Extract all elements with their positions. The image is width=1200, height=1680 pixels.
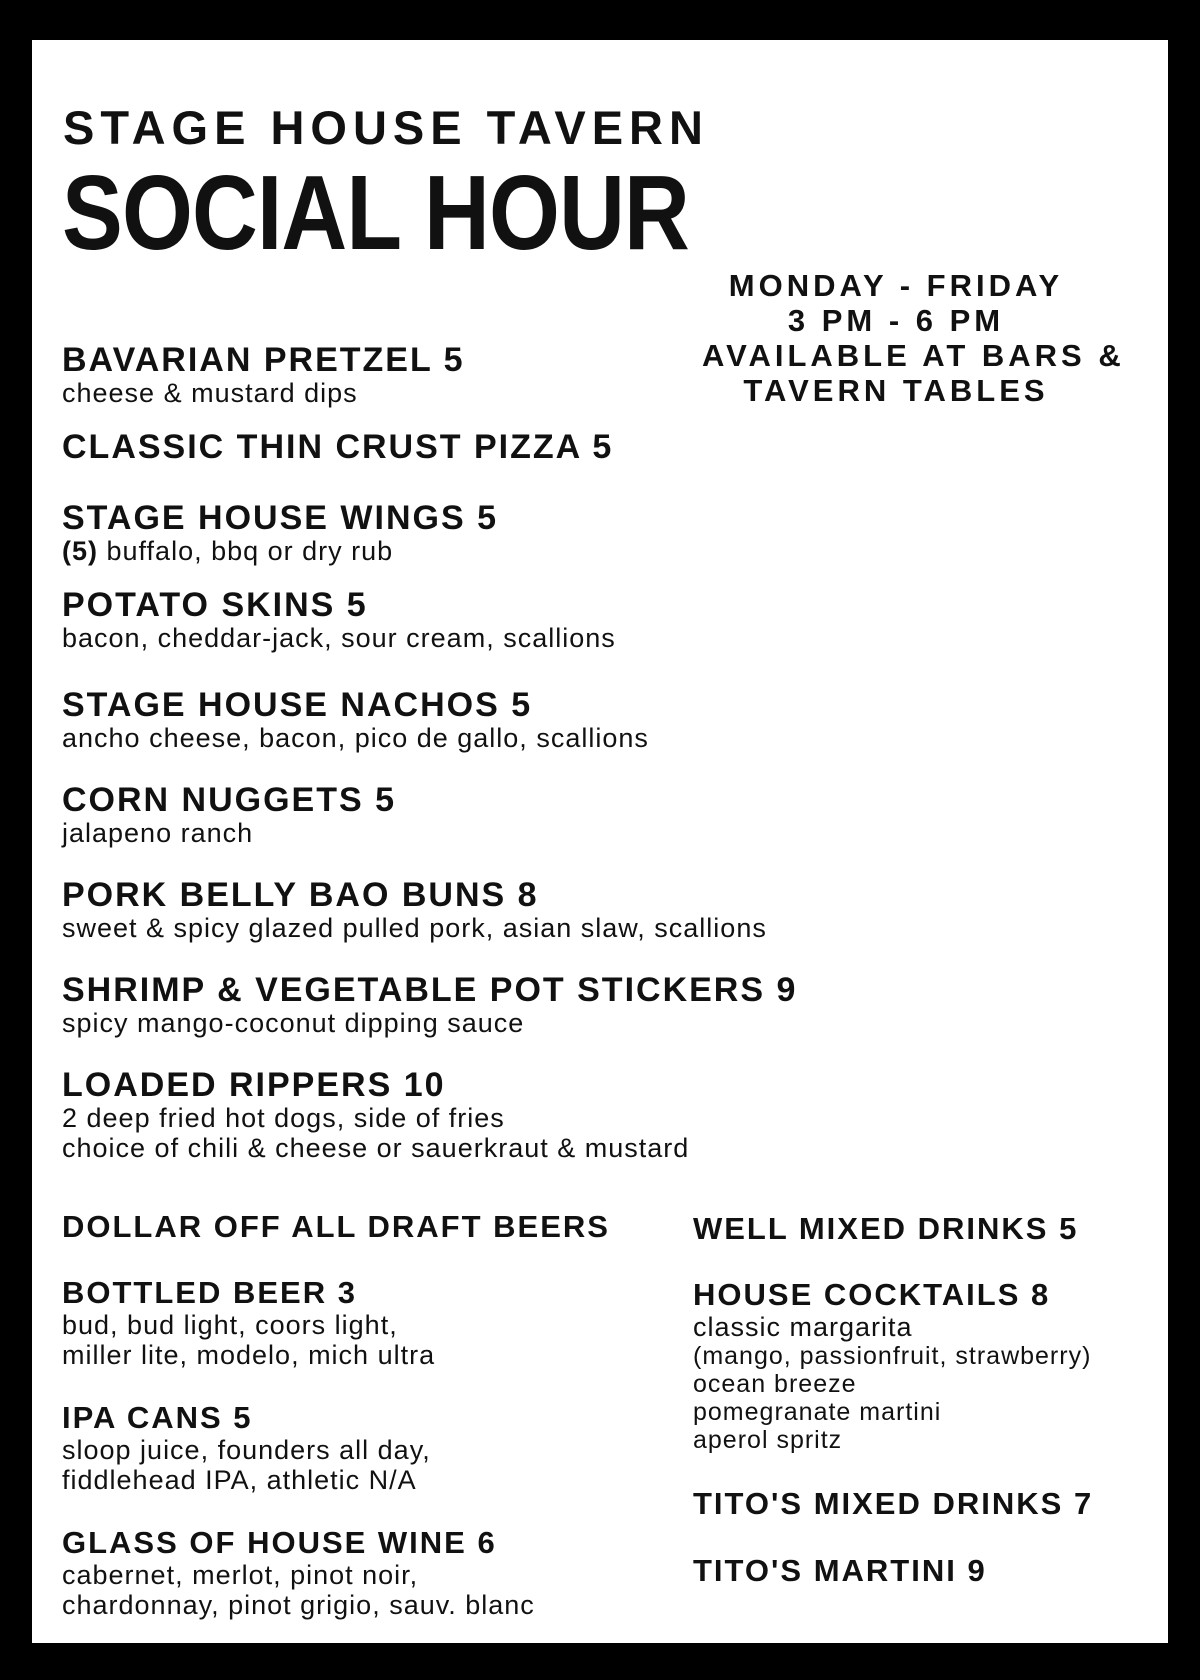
item-name: POTATO SKINS 5	[62, 586, 368, 624]
page-title: SOCIAL HOUR	[62, 154, 690, 272]
hours-block	[702, 268, 1125, 408]
drink-description: miller lite, modelo, mich ultra	[62, 1340, 436, 1370]
wings-count: (5)	[62, 536, 98, 566]
item-description: bacon, cheddar-jack, sour cream, scallions	[62, 623, 616, 653]
menu-item-wings	[62, 500, 498, 566]
item-description: jalapeno ranch	[62, 818, 254, 848]
item-name: LOADED RIPPERS 10	[62, 1066, 446, 1104]
drink-description: classic margarita	[693, 1312, 913, 1342]
item-description: 2 deep fried hot dogs, side of fries	[62, 1103, 505, 1133]
item-name: SHRIMP & VEGETABLE POT STICKERS 9	[62, 971, 798, 1009]
drink-description: (mango, passionfruit, strawberry)	[693, 1342, 1092, 1370]
menu-page	[32, 40, 1168, 1643]
drink-description: fiddlehead IPA, athletic N/A	[62, 1465, 417, 1495]
item-name: STAGE HOUSE WINGS 5	[62, 499, 498, 537]
drink-name: DOLLAR OFF ALL DRAFT BEERS	[62, 1209, 610, 1244]
item-name: PORK BELLY BAO BUNS 8	[62, 876, 539, 914]
drink-name: GLASS OF HOUSE WINE 6	[62, 1525, 497, 1560]
drink-house-wine	[62, 1526, 535, 1620]
item-name: CLASSIC THIN CRUST PIZZA 5	[62, 428, 614, 466]
hours-days: MONDAY - FRIDAY	[728, 268, 1064, 303]
menu-item-pot-stickers	[62, 972, 797, 1038]
drink-description: ocean breeze	[693, 1370, 857, 1398]
drink-titos-mixed	[693, 1487, 1093, 1521]
drink-description: cabernet, merlot, pinot noir,	[62, 1560, 419, 1590]
item-description	[62, 536, 498, 566]
item-description: spicy mango-coconut dipping sauce	[62, 1008, 525, 1038]
hours-availability-line2: TAVERN TABLES	[743, 373, 1049, 408]
drink-name: TITO'S MARTINI 9	[693, 1553, 987, 1588]
drink-name: HOUSE COCKTAILS 8	[693, 1277, 1051, 1312]
drink-description: bud, bud light, coors light,	[62, 1310, 398, 1340]
drink-description: pomegranate martini	[693, 1398, 942, 1426]
drink-well-mixed	[693, 1212, 1078, 1246]
item-name: CORN NUGGETS 5	[62, 781, 397, 819]
brand-name: STAGE HOUSE TAVERN	[63, 101, 709, 154]
drink-bottled-beer	[62, 1276, 435, 1370]
menu-item-pretzel	[62, 342, 464, 408]
item-description: ancho cheese, bacon, pico de gallo, scallions	[62, 723, 649, 753]
drink-description: sloop juice, founders all day,	[62, 1435, 431, 1465]
item-name: BAVARIAN PRETZEL 5	[62, 341, 465, 379]
drink-house-cocktails	[693, 1278, 1091, 1454]
drink-description: chardonnay, pinot grigio, sauv. blanc	[62, 1590, 535, 1620]
item-description: choice of chili & cheese or sauerkraut & mustard	[62, 1133, 690, 1163]
drink-ipa-cans	[62, 1401, 431, 1495]
menu-item-nachos	[62, 687, 649, 753]
item-description: sweet & spicy glazed pulled pork, asian slaw, scallions	[62, 913, 767, 943]
menu-item-pizza	[62, 429, 613, 465]
drink-name: TITO'S MIXED DRINKS 7	[693, 1486, 1094, 1521]
drink-draft-beers	[62, 1210, 610, 1244]
menu-item-potato-skins	[62, 587, 616, 653]
item-description: cheese & mustard dips	[62, 378, 358, 408]
item-name: STAGE HOUSE NACHOS 5	[62, 686, 533, 724]
drink-name: BOTTLED BEER 3	[62, 1275, 357, 1310]
drink-titos-martini	[693, 1554, 987, 1588]
hours-availability-line1: AVAILABLE AT BARS &	[702, 338, 1125, 373]
menu-item-loaded-rippers	[62, 1067, 689, 1163]
menu-item-corn-nuggets	[62, 782, 396, 848]
drink-name: IPA CANS 5	[62, 1400, 253, 1435]
hours-time: 3 PM - 6 PM	[787, 303, 1005, 338]
drink-name: WELL MIXED DRINKS 5	[693, 1211, 1079, 1246]
drink-description: aperol spritz	[693, 1426, 843, 1454]
wings-flavors: buffalo, bbq or dry rub	[98, 536, 394, 566]
menu-item-bao-buns	[62, 877, 767, 943]
